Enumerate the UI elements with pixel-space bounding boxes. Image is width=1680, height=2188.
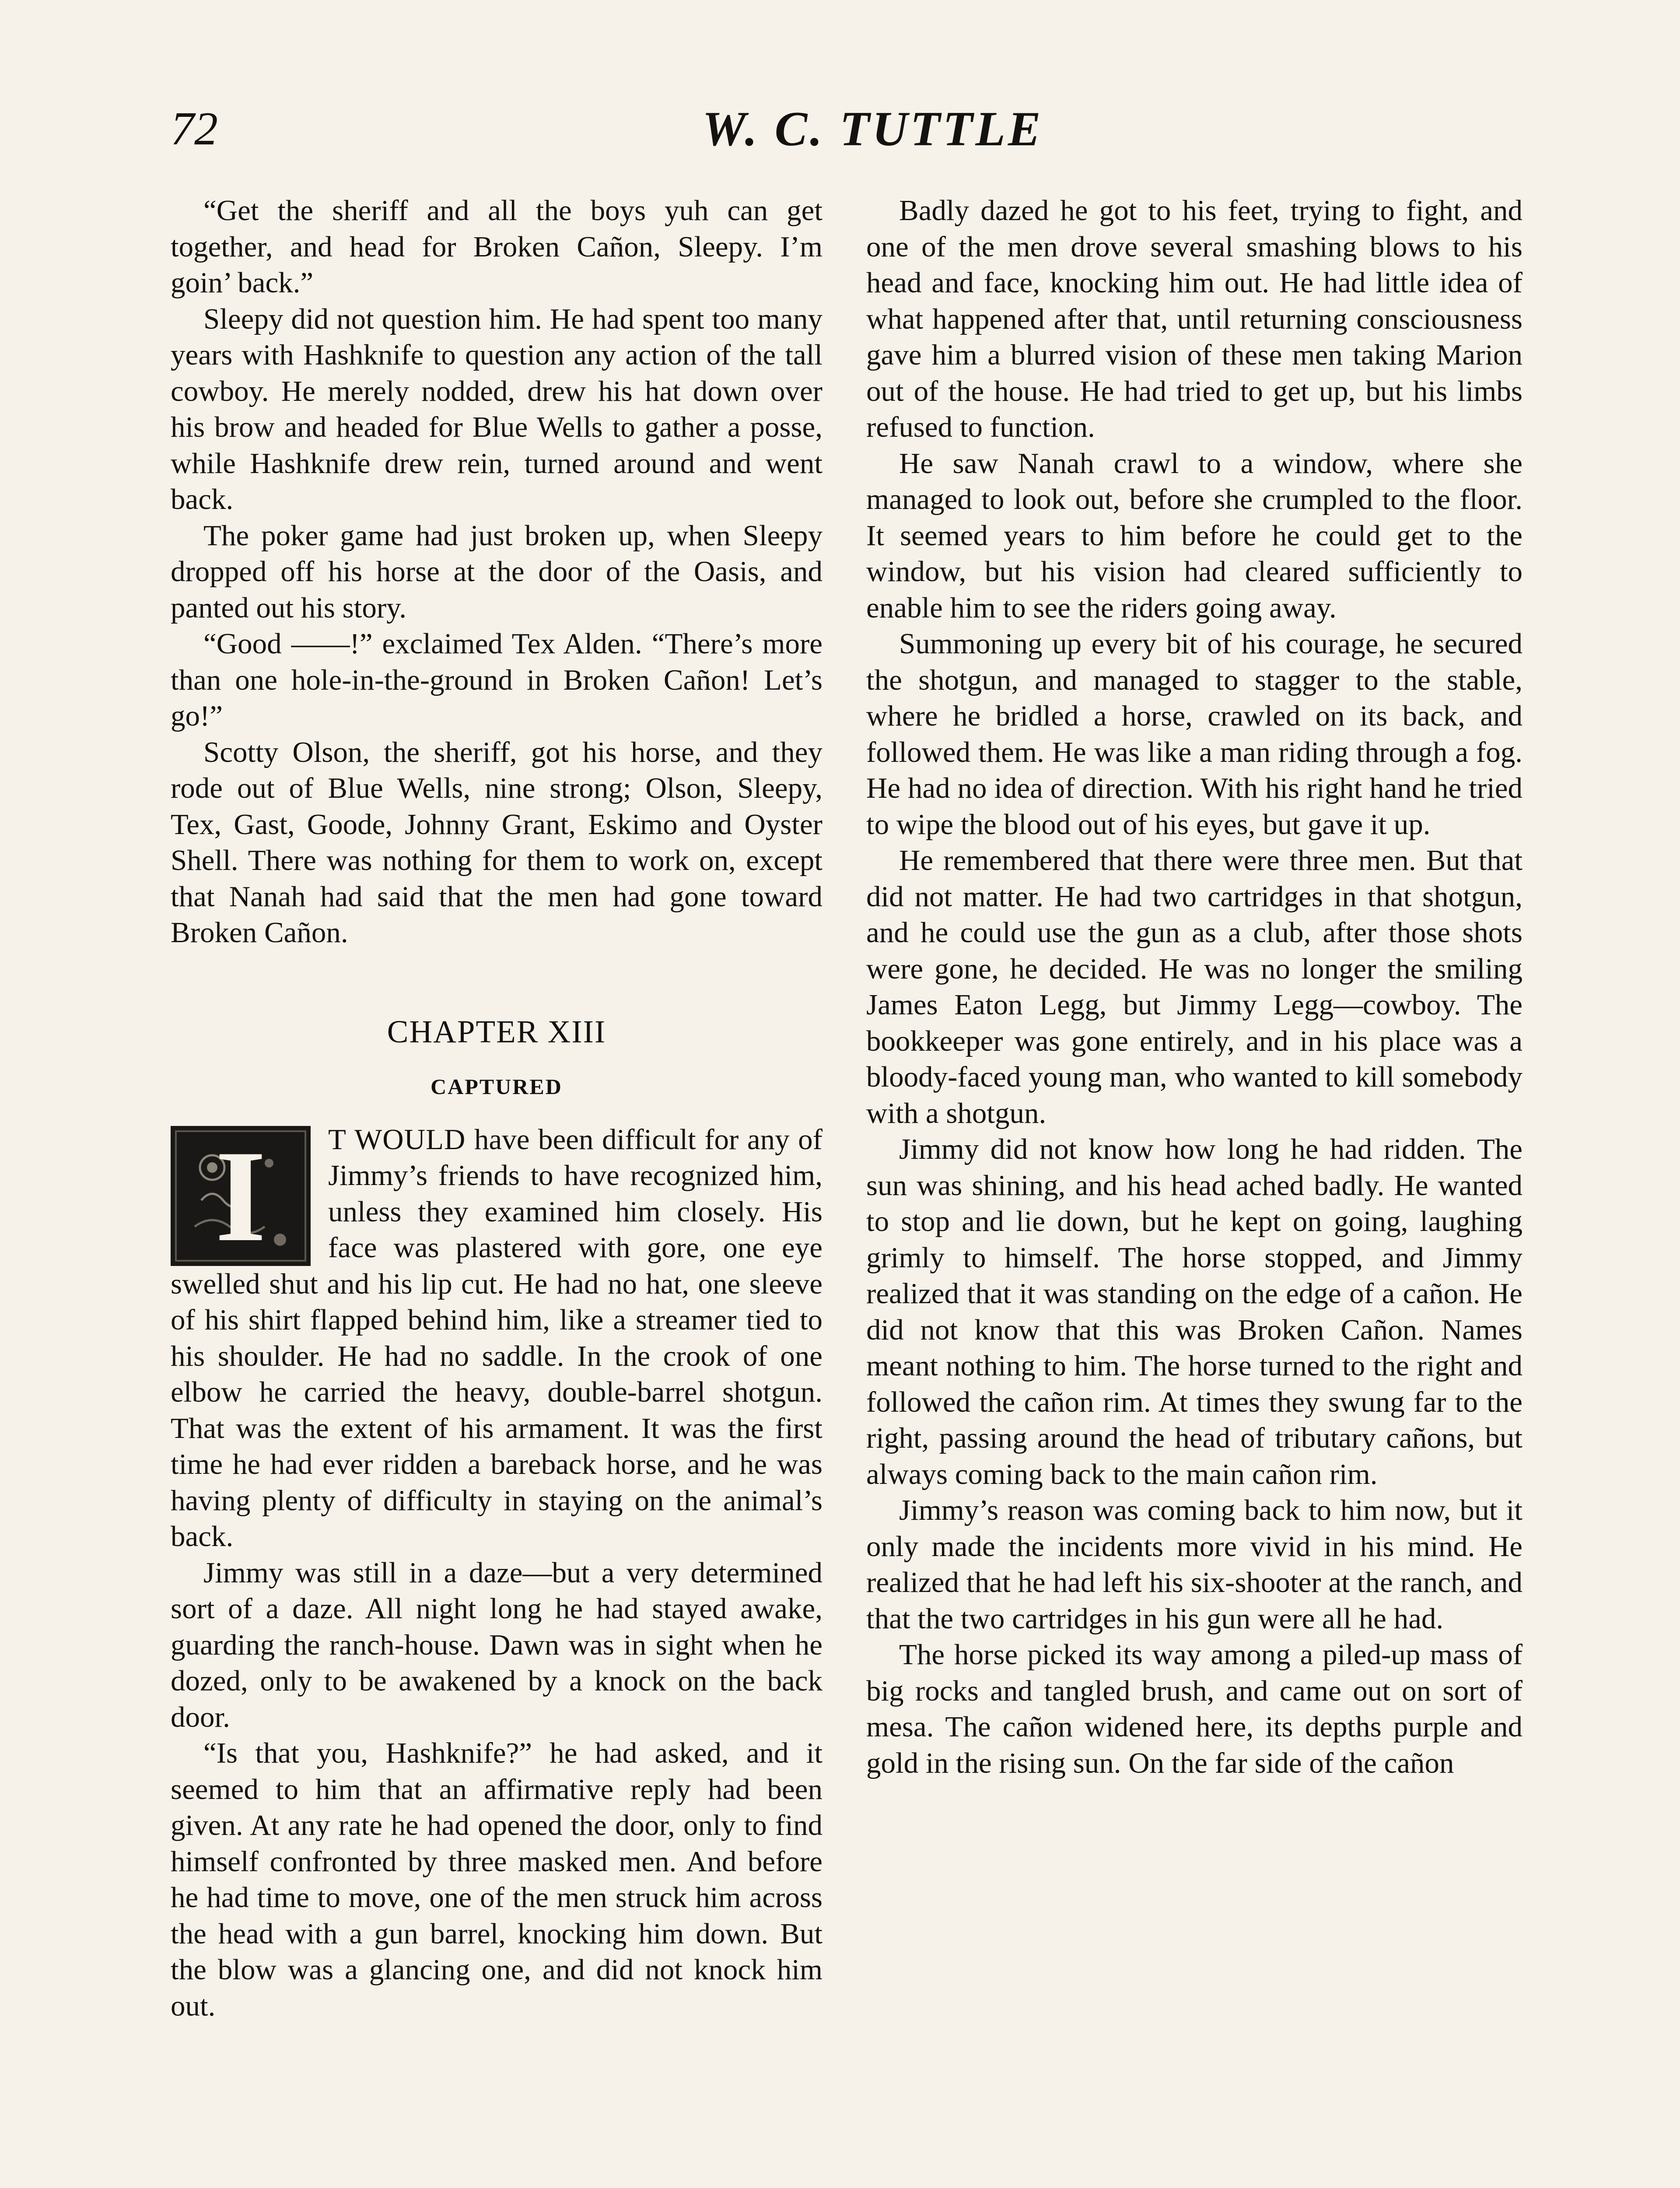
- chapter-opening-paragraph: [171, 1122, 822, 1555]
- left-column: [171, 193, 822, 2024]
- paragraph: Summoning up every bit of his courage, he secured the shotgun, and managed to stagger to the stable, where he bridled a horse, crawled on its back, and followed them. He was like a man riding through a fog. He had no idea of direction. With his right hand he tried to wipe the blood out of his eyes, but gave it up.: [866, 628, 1522, 841]
- chapter-title: CHAPTER XIII: [387, 1013, 606, 1049]
- chapter-subtitle: CAPTURED: [430, 1074, 563, 1099]
- paragraph: The horse picked its way among a piled-up mass of big rocks and tangled brush, and came out on sort of mesa. The cañon widened here, its depths purple and gold in the rising sun. On the far side of the cañon: [866, 1638, 1522, 1779]
- paragraph: “Is that you, Hashknife?” he had asked, and it seemed to him that an affirmative reply had been given. At any rate he had opened the door, only to find himself confronted by three masked men. And before he had time to move, one of the men struck him across the head with a gun barrel, knocking him down. But the blow was a glancing one, and did not knock him out.: [171, 1737, 822, 2022]
- paragraph: Jimmy did not know how long he had ridden. The sun was shining, and his head ached badly. He wanted to stop and lie down, but he kept on going, laughing grimly to himself. The horse stopped, and Jimmy realized that it was standing on the edge of a cañon. He did not know that this was Broken Cañon. Names meant nothing to him. The horse turned to the right and followed the cañon rim. At times they swung far to the right, passing around the head of tributary cañons, but always coming back to the main cañon rim.: [866, 1133, 1522, 1490]
- paragraph: He saw Nanah crawl to a window, where she managed to look out, before she crumpled to the floor. It seemed years to him before he could get to the window, but his vision had cleared sufficiently to enable him to see the riders going away.: [866, 447, 1522, 624]
- paragraph: The poker game had just broken up, when Sleepy dropped off his horse at the door of the Oasis, and panted out his story.: [171, 519, 822, 624]
- drop-cap-letter: I: [215, 1123, 266, 1269]
- page-number: 72: [171, 103, 218, 155]
- paragraph: “Get the sheriff and all the boys yuh can get together, and head for Broken Cañon, Sleepy. I’m goin’ back.”: [171, 194, 822, 299]
- paragraph: Jimmy was still in a daze—but a very determined sort of a daze. All night long he had stayed awake, guarding the ranch-house. Dawn was in sight when he dozed, only to be awakened by a knock on the back door.: [171, 1556, 822, 1733]
- paragraph: Sleepy did not question him. He had spent too many years with Hashknife to question any action of the tall cowboy. He merely nodded, drew his hat down over his brow and headed for Blue Wells to gather a posse, while Hashknife drew rein, turned around and went back.: [171, 302, 822, 515]
- chapter-opening-text: have been difficult for any of Jimmy’s friends to have recognized him, unless they examined him closely. His face was plastered with gore, one eye swelled shut and his lip cut. He had no hat, one sleeve of his shirt flapped behind him, like a streamer tied to his shoulder. He had no saddle. In the crook of one elbow he carried the heavy, double-barrel shotgun. That was the extent of his armament. It was the first time he had ever ridden a bareback horse, and he was having plenty of difficulty in staying on the animal’s back.: [171, 1123, 822, 1553]
- paragraph: “Good ——!” exclaimed Tex Alden. “There’s more than one hole-in-the-ground in Broken Cañon! Let’s go!”: [171, 628, 822, 732]
- right-column: [866, 193, 1522, 1781]
- chapter-opening-lead: T WOULD: [328, 1123, 466, 1156]
- running-head: [171, 96, 1522, 162]
- paragraph: Badly dazed he got to his feet, trying to fight, and one of the men drove several smashing blows to his head and face, knocking him out. He had little idea of what happened after that, until returning consciousness gave him a blurred vision of these men taking Marion out of the house. He had tried to get up, but his limbs refused to function.: [866, 194, 1522, 443]
- author-name: W. C. TUTTLE: [702, 102, 1043, 156]
- paragraph: Scotty Olson, the sheriff, got his horse, and they rode out of Blue Wells, nine strong; Olson, Sleepy, Tex, Gast, Goode, Johnny Grant, Eskimo and Oyster Shell. There was nothing for them to work on, except that Nanah had said that the men had gone toward Broken Cañon.: [171, 736, 822, 949]
- drop-cap: [171, 1123, 311, 1269]
- paragraph: He remembered that there were three men. But that did not matter. He had two cartridges in that shotgun, and he could use the gun as a club, after those shots were gone, he decided. He was no longer the smiling James Eaton Legg, but Jimmy Legg—cowboy. The bookkeeper was gone entirely, and in his place was a bloody-faced young man, who wanted to kill somebody with a shotgun.: [866, 844, 1522, 1129]
- paragraph: Jimmy’s reason was coming back to him now, but it only made the incidents more vivid in his mind. He realized that he had left his six-shooter at the ranch, and that the two cartridges in his gun were all he had.: [866, 1494, 1522, 1635]
